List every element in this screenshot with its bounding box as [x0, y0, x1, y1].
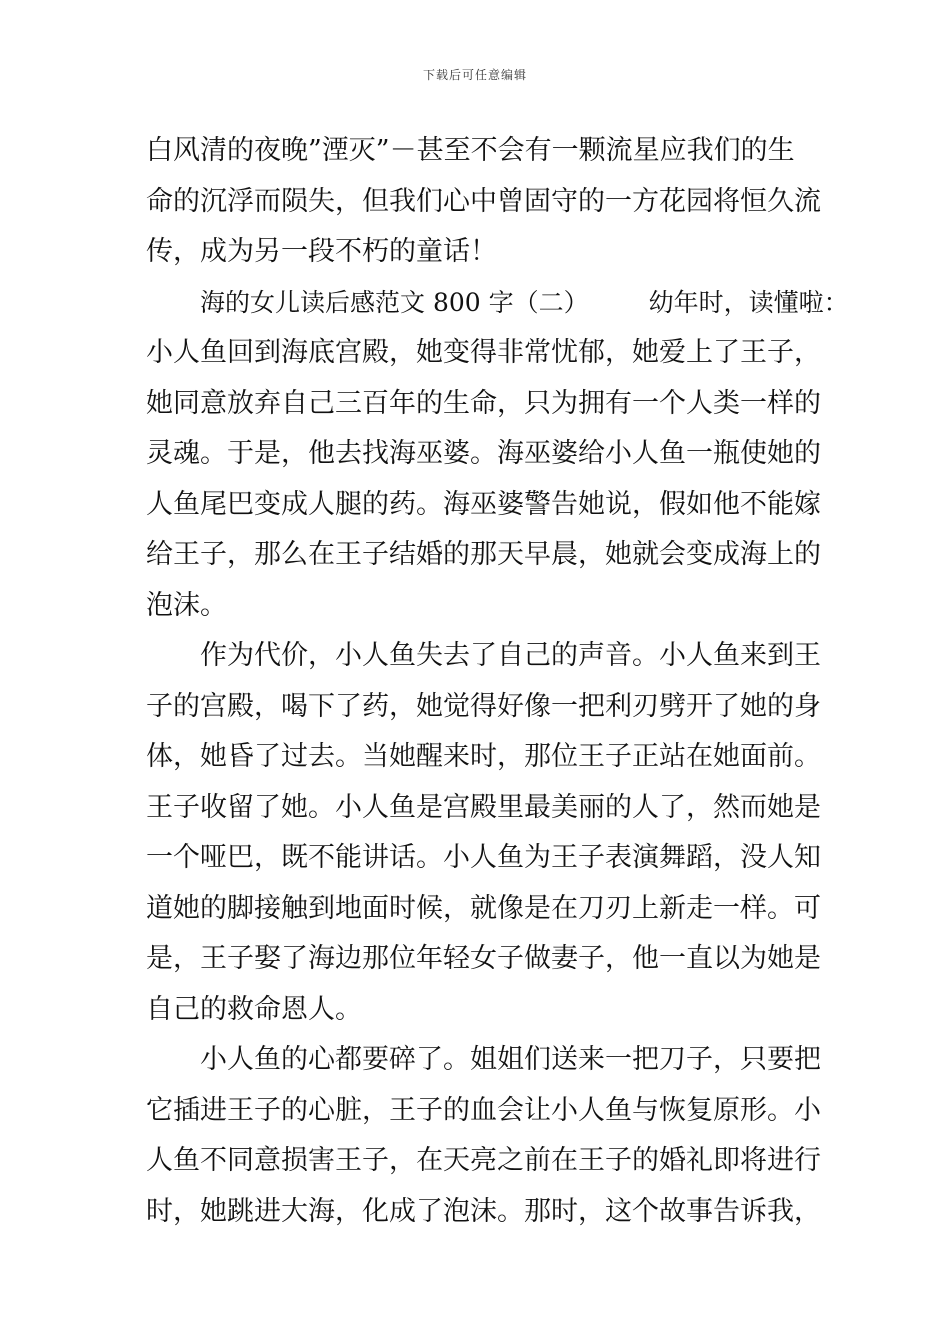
section-heading: 海的女儿读后感范文 800 字（二） [200, 287, 589, 317]
text-line: 灵魂。于是，他去找海巫婆。海巫婆给小人鱼一瓶使她的 [146, 438, 821, 469]
text-fragment: 幼年时，读懂啦： [648, 287, 849, 317]
text-line: 白风清的夜晚”湮灭”－甚至不会有一颗流星应我们的生 [146, 135, 795, 166]
document-body [146, 126, 849, 1237]
text-line: 自己的救命恩人。 [146, 993, 362, 1025]
text-line: 人鱼不同意损害王子，在天亮之前在王子的婚礼即将进行 [146, 1145, 821, 1176]
text-line: 是，王子娶了海边那位年轻女子做妻子，他一直以为她是 [146, 943, 821, 974]
text-line: 一个哑巴，既不能讲话。小人鱼为王子表演舞蹈，没人知 [146, 842, 821, 873]
text-line: 给王子，那么在王子结婚的那天早晨，她就会变成海上的 [146, 539, 821, 570]
section-heading-line [146, 278, 849, 329]
text-line: 作为代价，小人鱼失去了自己的声音。小人鱼来到王 [200, 640, 821, 671]
text-line: 王子收留了她。小人鱼是宫殿里最美丽的人了，然而她是 [146, 791, 821, 823]
text-line: 泡沫。 [146, 589, 227, 621]
text-line: 命的沉浮而陨失，但我们心中曾固守的一方花园将恒久流 [146, 185, 821, 217]
text-line: 子的宫殿，喝下了药，她觉得好像一把利刃劈开了她的身 [146, 690, 821, 722]
text-line: 体，她昏了过去。当她醒来时，那位王子正站在她面前。 [146, 741, 821, 772]
text-line: 她同意放弃自己三百年的生命，只为拥有一个人类一样的 [146, 387, 821, 419]
page-header: 下载后可任意编辑 [422, 68, 527, 82]
text-line: 它插进王子的心脏，王子的血会让小人鱼与恢复原形。小 [146, 1094, 821, 1126]
text-line: 传，成为另一段不朽的童话！ [146, 236, 497, 267]
text-line: 时，她跳进大海，化成了泡沫。那时，这个故事告诉我， [146, 1195, 821, 1227]
text-line: 人鱼尾巴变成人腿的药。海巫婆警告她说，假如他不能嫁 [146, 488, 821, 520]
text-line: 小人鱼的心都要碎了。姐姐们送来一把刀子，只要把 [200, 1044, 821, 1075]
text-line: 道她的脚接触到地面时候，就像是在刀刃上新走一样。可 [146, 892, 821, 924]
text-line: 小人鱼回到海底宫殿，她变得非常忧郁，她爱上了王子， [146, 337, 821, 368]
